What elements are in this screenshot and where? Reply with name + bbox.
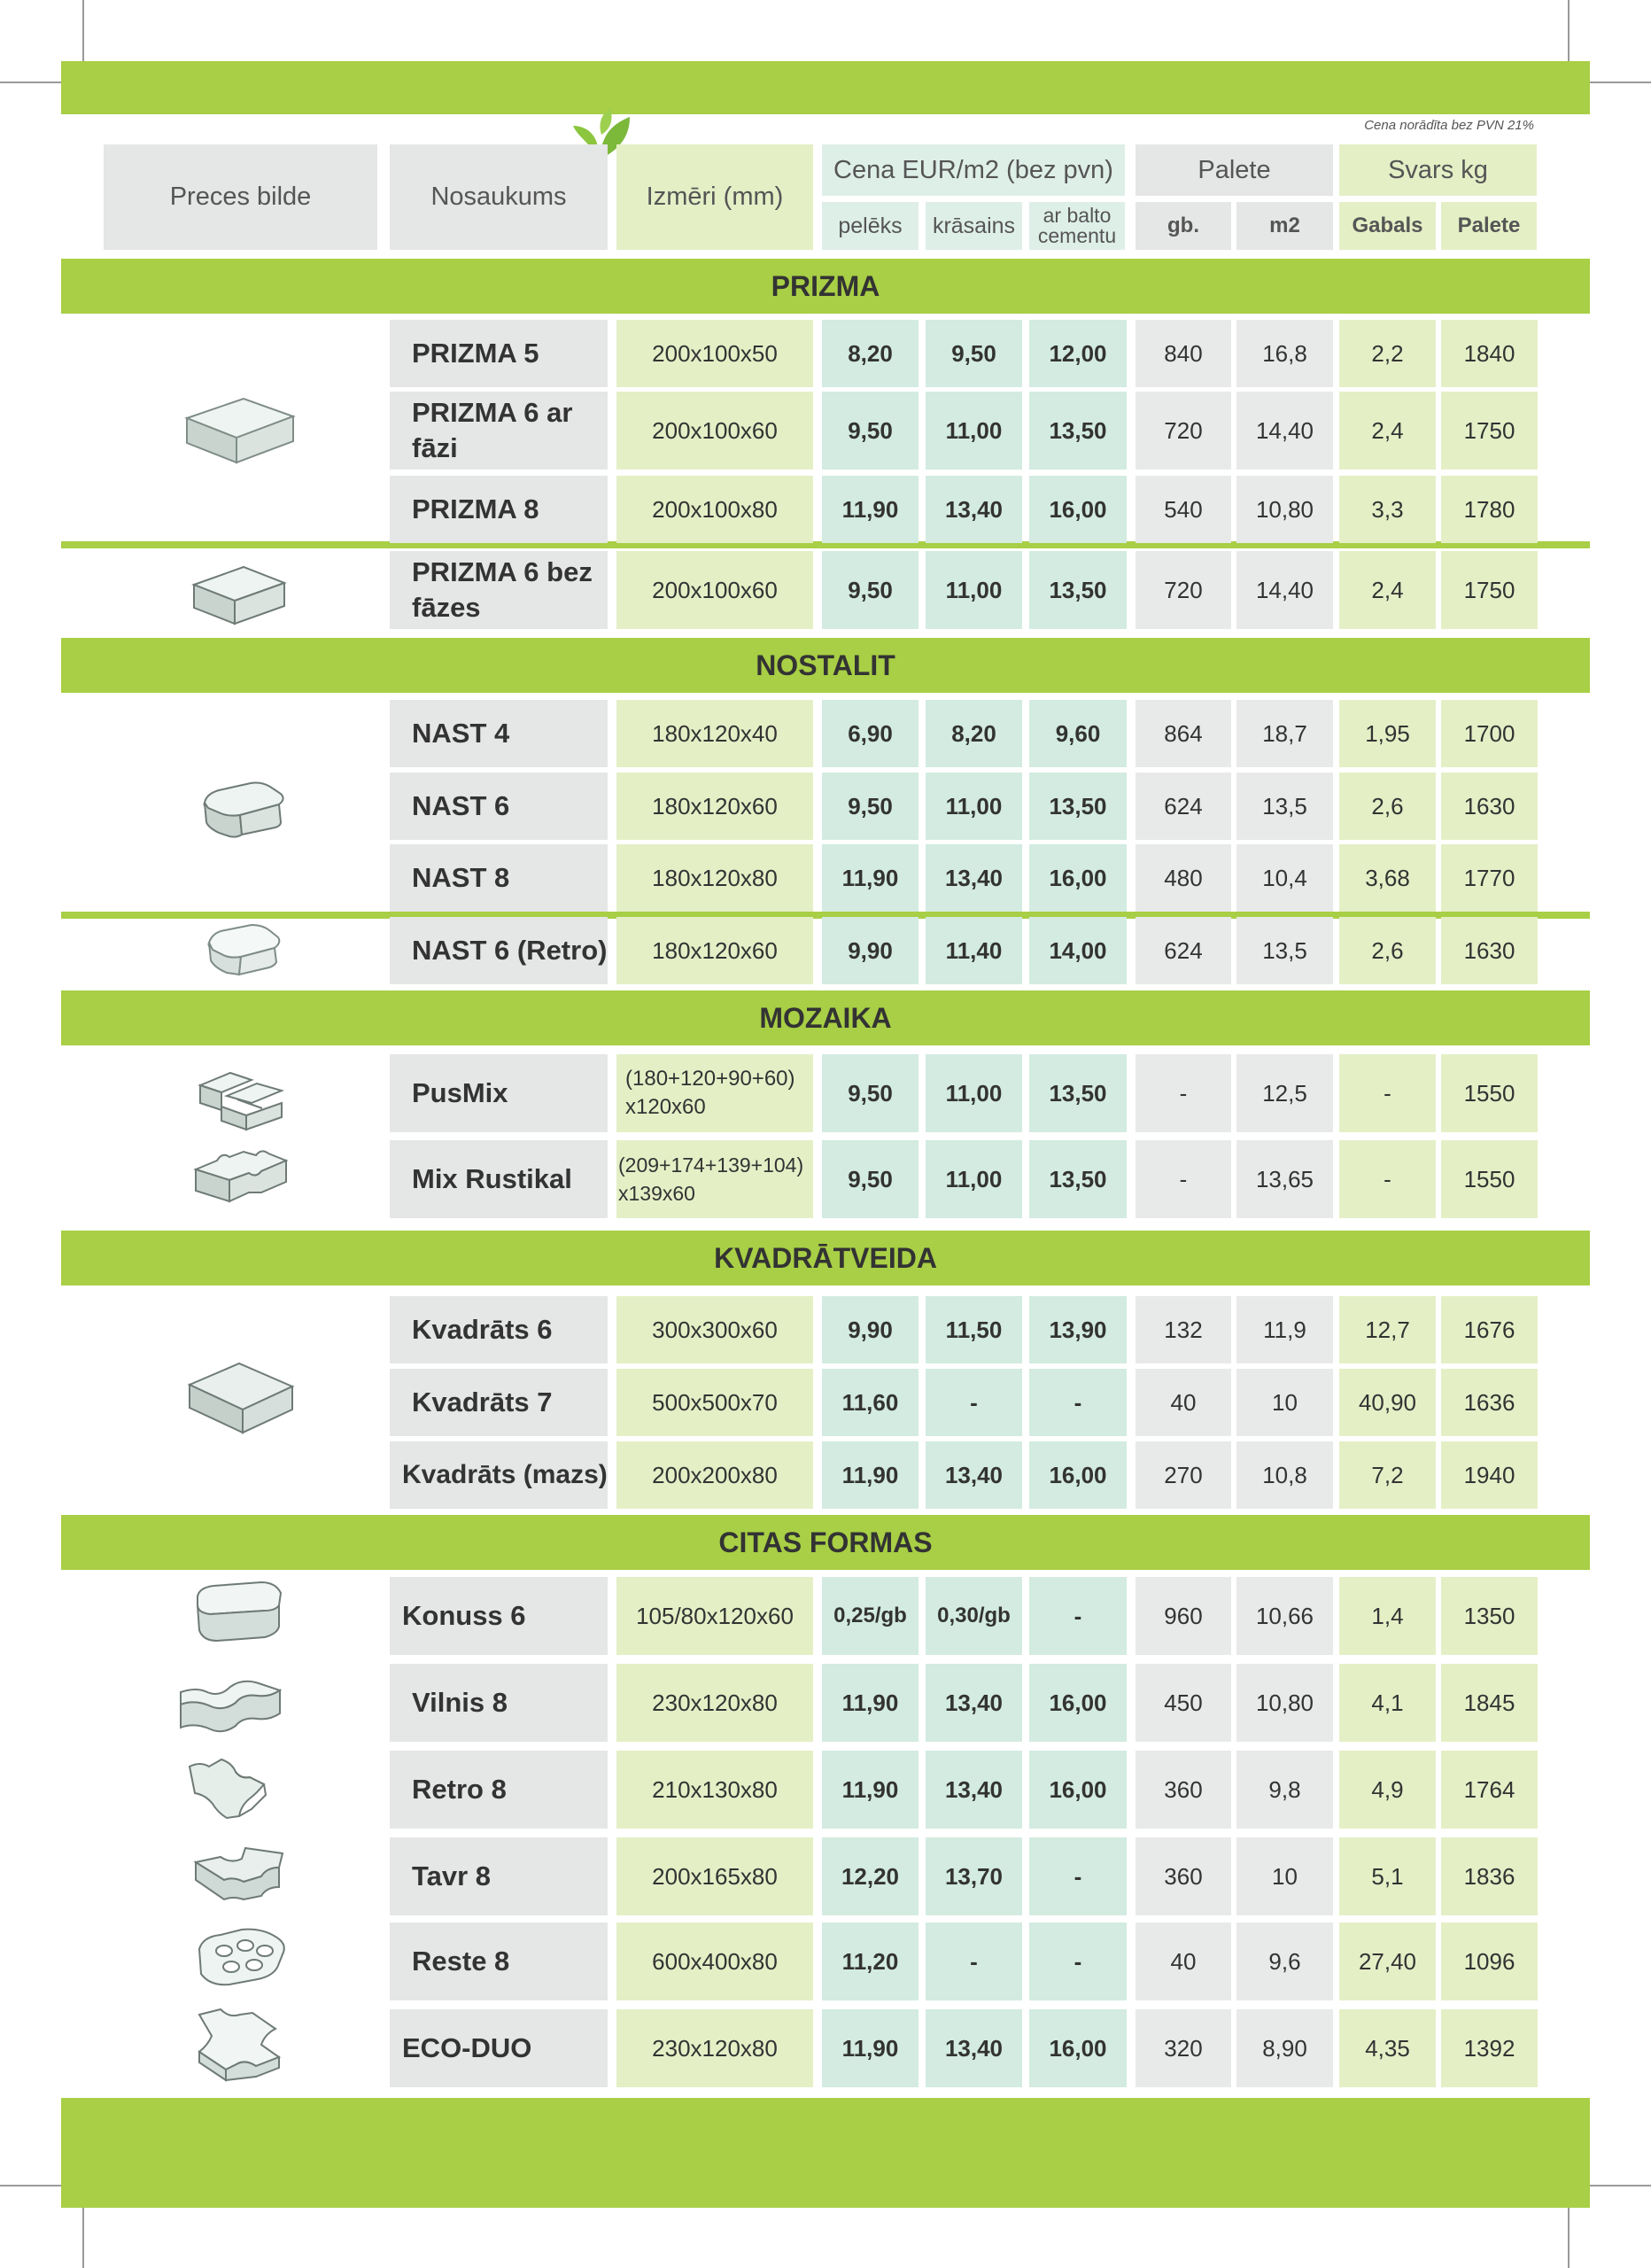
weight-pallet: 1700 — [1441, 700, 1538, 767]
crop-mark — [1587, 2185, 1651, 2186]
weight-pallet: 1845 — [1441, 1664, 1538, 1742]
weight-pallet: 1836 — [1441, 1837, 1538, 1915]
weight-piece: 4,1 — [1339, 1664, 1436, 1742]
product-size: 200x100x50 — [616, 320, 813, 387]
price-grey: 11,90 — [822, 476, 919, 543]
pallet-pcs: 864 — [1136, 700, 1231, 767]
header-pallet-pcs: gb. — [1136, 202, 1231, 250]
pallet-m2: 9,6 — [1236, 1922, 1333, 2000]
eco-duo-paver-icon — [190, 2004, 288, 2084]
product-name: Kvadrāts 6 — [390, 1296, 608, 1363]
product-size: 200x100x60 — [616, 392, 813, 470]
price-grey: 6,90 — [822, 700, 919, 767]
retro-paver-icon — [186, 1754, 275, 1825]
product-name: NAST 4 — [390, 700, 608, 767]
price-white: 13,90 — [1029, 1296, 1127, 1363]
product-name: Reste 8 — [390, 1922, 608, 2000]
price-white: - — [1029, 1922, 1127, 2000]
price-color: 13,40 — [926, 476, 1022, 543]
crop-mark — [0, 82, 64, 83]
weight-piece: 27,40 — [1339, 1922, 1436, 2000]
crop-mark — [82, 0, 84, 64]
nast-retro-paver-icon — [204, 921, 283, 983]
price-grey: 11,90 — [822, 1441, 919, 1509]
pallet-pcs: 624 — [1136, 917, 1231, 984]
price-color: 11,00 — [926, 1054, 1022, 1132]
price-color: 13,40 — [926, 1751, 1022, 1829]
price-grey: 11,20 — [822, 1922, 919, 2000]
price-white: 14,00 — [1029, 917, 1127, 984]
weight-piece: 1,95 — [1339, 700, 1436, 767]
price-white: 9,60 — [1029, 700, 1127, 767]
weight-piece: 2,6 — [1339, 773, 1436, 840]
pallet-pcs: 40 — [1136, 1922, 1231, 2000]
price-grey: 11,60 — [822, 1369, 919, 1436]
price-color: 9,50 — [926, 320, 1022, 387]
weight-piece: - — [1339, 1140, 1436, 1218]
pusmix-paver-icon — [195, 1068, 292, 1134]
crop-mark — [1568, 2204, 1570, 2268]
header-weight-piece: Gabals — [1339, 202, 1436, 250]
product-name: Konuss 6 — [390, 1577, 608, 1655]
price-color: 13,40 — [926, 1441, 1022, 1509]
prizma-bevel-paver-icon — [190, 560, 288, 631]
product-name: PRIZMA 8 — [390, 476, 608, 543]
weight-piece: 2,6 — [1339, 917, 1436, 984]
price-color: 13,40 — [926, 2009, 1022, 2087]
product-name: PRIZMA 5 — [390, 320, 608, 387]
price-color: 0,30/gb — [926, 1577, 1022, 1655]
weight-pallet: 1392 — [1441, 2009, 1538, 2087]
bottom-green-band — [61, 2098, 1590, 2208]
pallet-pcs: 960 — [1136, 1577, 1231, 1655]
weight-piece: 4,9 — [1339, 1751, 1436, 1829]
price-grey: 9,50 — [822, 773, 919, 840]
price-grey: 0,25/gb — [822, 1577, 919, 1655]
square-slab-icon — [186, 1360, 297, 1440]
prizma-paver-icon — [182, 392, 297, 467]
konuss-paver-icon — [190, 1579, 288, 1650]
price-grey: 8,20 — [822, 320, 919, 387]
price-color: 11,00 — [926, 773, 1022, 840]
pallet-m2: 10,8 — [1236, 1441, 1333, 1509]
pallet-m2: 10 — [1236, 1837, 1333, 1915]
weight-piece: 2,2 — [1339, 320, 1436, 387]
price-white: 13,50 — [1029, 1054, 1127, 1132]
weight-pallet: 1630 — [1441, 773, 1538, 840]
top-green-band — [61, 61, 1590, 114]
price-white: 16,00 — [1029, 844, 1127, 912]
pallet-m2: 10 — [1236, 1369, 1333, 1436]
pallet-m2: 11,9 — [1236, 1296, 1333, 1363]
weight-pallet: 1630 — [1441, 917, 1538, 984]
header-pallet: Palete — [1136, 144, 1333, 196]
section-kvadratveida: KVADRĀTVEIDA — [61, 1231, 1590, 1285]
nast-paver-icon — [199, 780, 288, 846]
pallet-pcs: 480 — [1136, 844, 1231, 912]
product-size: 180x120x60 — [616, 917, 813, 984]
weight-pallet: 1750 — [1441, 551, 1538, 629]
price-grey: 9,50 — [822, 1140, 919, 1218]
pallet-m2: 13,5 — [1236, 773, 1333, 840]
price-color: 11,40 — [926, 917, 1022, 984]
pallet-pcs: 360 — [1136, 1837, 1231, 1915]
price-white: 16,00 — [1029, 1441, 1127, 1509]
header-weight: Svars kg — [1339, 144, 1537, 196]
weight-piece: 5,1 — [1339, 1837, 1436, 1915]
pallet-pcs: - — [1136, 1054, 1231, 1132]
weight-pallet: 1550 — [1441, 1054, 1538, 1132]
product-size: 230x120x80 — [616, 2009, 813, 2087]
pallet-pcs: - — [1136, 1140, 1231, 1218]
price-color: 8,20 — [926, 700, 1022, 767]
pallet-pcs: 270 — [1136, 1441, 1231, 1509]
crop-mark — [1568, 0, 1570, 64]
weight-pallet: 1350 — [1441, 1577, 1538, 1655]
header-price-color: krāsains — [926, 202, 1022, 250]
header-price: Cena EUR/m2 (bez pvn) — [822, 144, 1125, 196]
reste-grid-paver-icon — [190, 1922, 292, 1993]
product-size: 500x500x70 — [616, 1369, 813, 1436]
price-grey: 9,90 — [822, 917, 919, 984]
crop-mark — [82, 2204, 84, 2268]
weight-pallet: 1676 — [1441, 1296, 1538, 1363]
price-white: 13,50 — [1029, 1140, 1127, 1218]
price-grey: 11,90 — [822, 1751, 919, 1829]
product-size: (209+174+139+104) x139x60 — [616, 1140, 813, 1218]
pallet-m2: 13,65 — [1236, 1140, 1333, 1218]
price-grey: 9,50 — [822, 392, 919, 470]
header-weight-pallet: Palete — [1441, 202, 1537, 250]
price-color: 11,00 — [926, 551, 1022, 629]
product-size: 180x120x80 — [616, 844, 813, 912]
price-white: 13,50 — [1029, 773, 1127, 840]
price-color: 11,50 — [926, 1296, 1022, 1363]
pallet-pcs: 720 — [1136, 392, 1231, 470]
product-size: (180+120+90+60) x120x60 — [616, 1054, 813, 1132]
header-size: Izmēri (mm) — [616, 144, 813, 250]
weight-piece: 3,3 — [1339, 476, 1436, 543]
price-grey: 9,50 — [822, 551, 919, 629]
mix-rustikal-paver-icon — [190, 1143, 292, 1214]
section-nostalit: NOSTALIT — [61, 638, 1590, 693]
product-name: Retro 8 — [390, 1751, 608, 1829]
price-white: 16,00 — [1029, 2009, 1127, 2087]
product-size: 210x130x80 — [616, 1751, 813, 1829]
price-white: - — [1029, 1837, 1127, 1915]
weight-piece: 1,4 — [1339, 1577, 1436, 1655]
product-size: 600x400x80 — [616, 1922, 813, 2000]
crop-mark — [1587, 82, 1651, 83]
weight-pallet: 1840 — [1441, 320, 1538, 387]
pallet-pcs: 840 — [1136, 320, 1231, 387]
product-size: 200x100x60 — [616, 551, 813, 629]
pallet-m2: 13,5 — [1236, 917, 1333, 984]
price-white: 16,00 — [1029, 476, 1127, 543]
header-name: Nosaukums — [390, 144, 608, 250]
weight-pallet: 1940 — [1441, 1441, 1538, 1509]
product-name: Tavr 8 — [390, 1837, 608, 1915]
pallet-m2: 8,90 — [1236, 2009, 1333, 2087]
weight-pallet: 1750 — [1441, 392, 1538, 470]
pallet-pcs: 40 — [1136, 1369, 1231, 1436]
section-mozaika: MOZAIKA — [61, 990, 1590, 1045]
product-size: 200x165x80 — [616, 1837, 813, 1915]
pallet-m2: 10,4 — [1236, 844, 1333, 912]
price-color: 13,70 — [926, 1837, 1022, 1915]
pallet-m2: 14,40 — [1236, 392, 1333, 470]
header-pallet-m2: m2 — [1236, 202, 1333, 250]
product-name: PRIZMA 6 ar fāzi — [390, 392, 608, 470]
product-size: 180x120x40 — [616, 700, 813, 767]
product-name: NAST 8 — [390, 844, 608, 912]
crop-mark — [0, 2185, 64, 2186]
weight-piece: 4,35 — [1339, 2009, 1436, 2087]
weight-pallet: 1636 — [1441, 1369, 1538, 1436]
weight-piece: 7,2 — [1339, 1441, 1436, 1509]
pallet-pcs: 132 — [1136, 1296, 1231, 1363]
price-white: - — [1029, 1577, 1127, 1655]
weight-piece: 2,4 — [1339, 551, 1436, 629]
product-name: Kvadrāts 7 — [390, 1369, 608, 1436]
pallet-m2: 18,7 — [1236, 700, 1333, 767]
pallet-m2: 14,40 — [1236, 551, 1333, 629]
product-name: Vilnis 8 — [390, 1664, 608, 1742]
price-white: 13,50 — [1029, 551, 1127, 629]
section-citas-formas: CITAS FORMAS — [61, 1515, 1590, 1570]
pallet-pcs: 540 — [1136, 476, 1231, 543]
product-size: 105/80x120x60 — [616, 1577, 813, 1655]
weight-piece: 2,4 — [1339, 392, 1436, 470]
price-grey: 12,20 — [822, 1837, 919, 1915]
price-white: 13,50 — [1029, 392, 1127, 470]
product-name: ECO-DUO — [390, 2009, 608, 2087]
pallet-m2: 12,5 — [1236, 1054, 1333, 1132]
vat-note: Cena norādīta bez PVN 21% — [1364, 118, 1534, 133]
weight-pallet: 1780 — [1441, 476, 1538, 543]
header-price-white: ar balto cementu — [1029, 202, 1125, 250]
weight-piece: - — [1339, 1054, 1436, 1132]
product-size: 200x100x80 — [616, 476, 813, 543]
pallet-m2: 10,66 — [1236, 1577, 1333, 1655]
price-color: - — [926, 1369, 1022, 1436]
price-white: - — [1029, 1369, 1127, 1436]
weight-piece: 12,7 — [1339, 1296, 1436, 1363]
price-white: 16,00 — [1029, 1751, 1127, 1829]
price-color: 11,00 — [926, 392, 1022, 470]
product-size: 230x120x80 — [616, 1664, 813, 1742]
product-name: Kvadrāts (mazs) — [390, 1441, 608, 1509]
pallet-pcs: 720 — [1136, 551, 1231, 629]
header-image: Preces bilde — [104, 144, 377, 250]
price-grey: 9,90 — [822, 1296, 919, 1363]
section-prizma: PRIZMA — [61, 259, 1590, 314]
price-white: 16,00 — [1029, 1664, 1127, 1742]
product-name: PusMix — [390, 1054, 608, 1132]
weight-pallet: 1770 — [1441, 844, 1538, 912]
pallet-m2: 9,8 — [1236, 1751, 1333, 1829]
pallet-pcs: 360 — [1136, 1751, 1231, 1829]
weight-piece: 40,90 — [1339, 1369, 1436, 1436]
price-white: 12,00 — [1029, 320, 1127, 387]
pallet-pcs: 450 — [1136, 1664, 1231, 1742]
pallet-m2: 10,80 — [1236, 476, 1333, 543]
price-color: - — [926, 1922, 1022, 2000]
pallet-m2: 16,8 — [1236, 320, 1333, 387]
product-size: 300x300x60 — [616, 1296, 813, 1363]
price-grey: 11,90 — [822, 844, 919, 912]
price-color: 13,40 — [926, 1664, 1022, 1742]
weight-piece: 3,68 — [1339, 844, 1436, 912]
product-name: PRIZMA 6 bez fāzes — [390, 551, 608, 629]
product-name: NAST 6 — [390, 773, 608, 840]
weight-pallet: 1764 — [1441, 1751, 1538, 1829]
price-grey: 9,50 — [822, 1054, 919, 1132]
header-price-grey: pelēks — [822, 202, 919, 250]
weight-pallet: 1550 — [1441, 1140, 1538, 1218]
product-size: 200x200x80 — [616, 1441, 813, 1509]
price-grey: 11,90 — [822, 1664, 919, 1742]
pallet-pcs: 320 — [1136, 2009, 1231, 2087]
pallet-pcs: 624 — [1136, 773, 1231, 840]
product-name: NAST 6 (Retro) — [390, 917, 608, 984]
product-name: Mix Rustikal — [390, 1140, 608, 1218]
weight-pallet: 1096 — [1441, 1922, 1538, 2000]
price-grey: 11,90 — [822, 2009, 919, 2087]
price-color: 11,00 — [926, 1140, 1022, 1218]
price-color: 13,40 — [926, 844, 1022, 912]
tavr-paver-icon — [190, 1841, 288, 1907]
product-size: 180x120x60 — [616, 773, 813, 840]
pallet-m2: 10,80 — [1236, 1664, 1333, 1742]
vilnis-paver-icon — [177, 1673, 283, 1744]
